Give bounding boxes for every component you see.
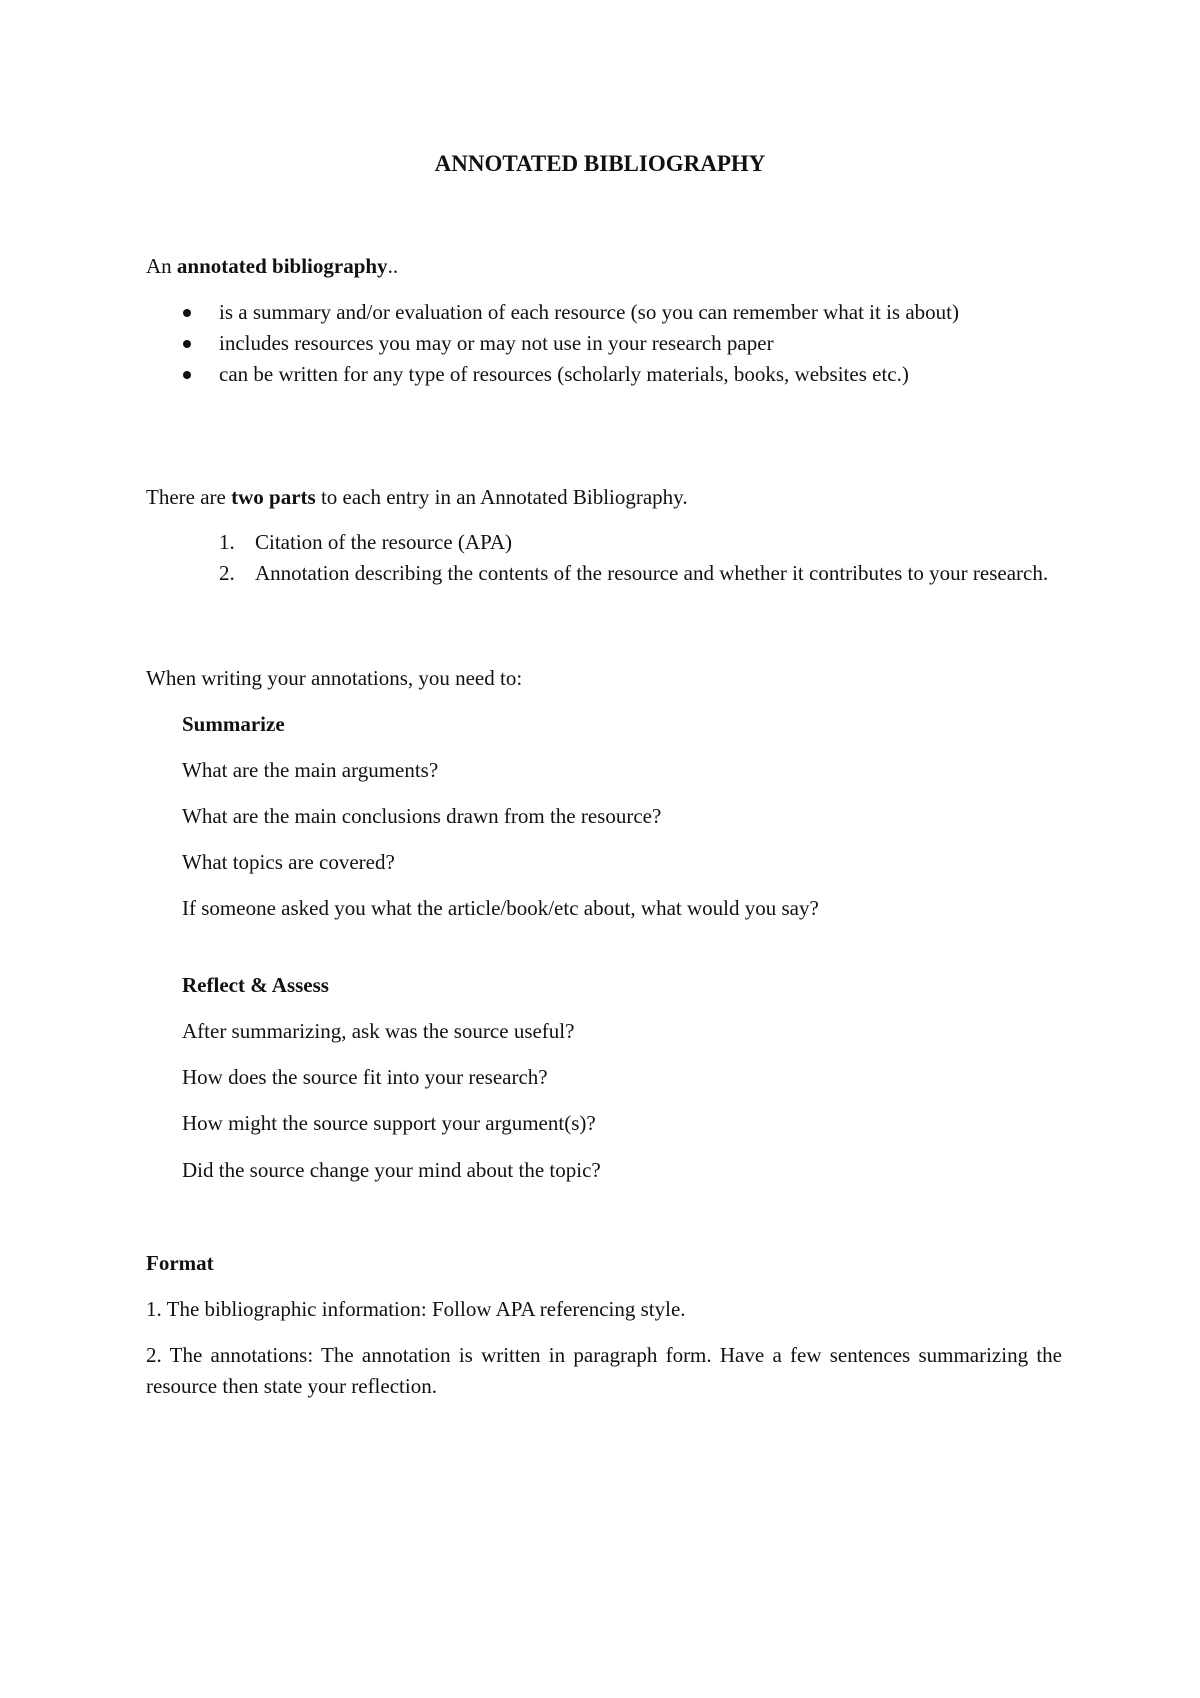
summarize-question: What are the main arguments? xyxy=(182,758,439,782)
format-item: 1. The bibliographic information: Follow APA referencing style. xyxy=(146,1297,686,1321)
reflect-question: How does the source fit into your research? xyxy=(182,1065,548,1089)
intro-prefix: An xyxy=(146,254,177,278)
page-title: ANNOTATED BIBLIOGRAPHY xyxy=(434,151,766,176)
parts-bold-term: two parts xyxy=(231,485,316,509)
reflect-question: Did the source change your mind about the topic? xyxy=(182,1158,601,1182)
reflect-heading: Reflect & Assess xyxy=(182,973,329,997)
parts-numbered-list xyxy=(146,527,1062,589)
bullet-icon xyxy=(183,309,191,317)
writing-intro: When writing your annotations, you need to: xyxy=(146,666,523,690)
summarize-heading: Summarize xyxy=(182,712,285,736)
list-item xyxy=(146,297,1062,328)
list-number: 2. xyxy=(219,561,235,585)
summarize-question: What are the main conclusions drawn from the resource? xyxy=(182,804,662,828)
list-item xyxy=(146,328,1062,359)
summarize-question: What topics are covered? xyxy=(182,850,395,874)
format-item: 2. The annotations: The annotation is written in paragraph form. Have a few sentences summarizing the resource then state your reflection. xyxy=(146,1343,1062,1398)
intro-bold-term: annotated bibliography xyxy=(176,254,388,278)
list-text: Citation of the resource (APA) xyxy=(255,530,513,554)
parts-prefix: There are xyxy=(146,485,232,509)
bullet-icon xyxy=(183,371,191,379)
bullet-icon xyxy=(183,340,191,348)
bullet-text: is a summary and/or evaluation of each resource (so you can remember what it is about) xyxy=(219,300,959,324)
definition-bullet-list xyxy=(146,297,1062,390)
list-text: Annotation describing the contents of the resource and whether it contributes to your research. xyxy=(255,561,1049,585)
summarize-question: If someone asked you what the article/book/etc about, what would you say? xyxy=(182,896,819,920)
bullet-text: can be written for any type of resources (scholarly materials, books, websites etc.) xyxy=(219,362,909,386)
bullet-text: includes resources you may or may not use in your research paper xyxy=(219,331,774,355)
reflect-question: After summarizing, ask was the source useful? xyxy=(182,1019,575,1043)
intro-line xyxy=(146,251,1062,282)
list-item xyxy=(146,527,1062,558)
list-number: 1. xyxy=(219,530,235,554)
format-heading: Format xyxy=(146,1251,214,1275)
parts-sentence xyxy=(146,482,1062,513)
list-item xyxy=(146,359,1062,390)
list-item xyxy=(146,558,1062,589)
reflect-question: How might the source support your argument(s)? xyxy=(182,1111,596,1135)
intro-suffix: .. xyxy=(387,254,399,278)
parts-suffix: to each entry in an Annotated Bibliography. xyxy=(315,485,688,509)
